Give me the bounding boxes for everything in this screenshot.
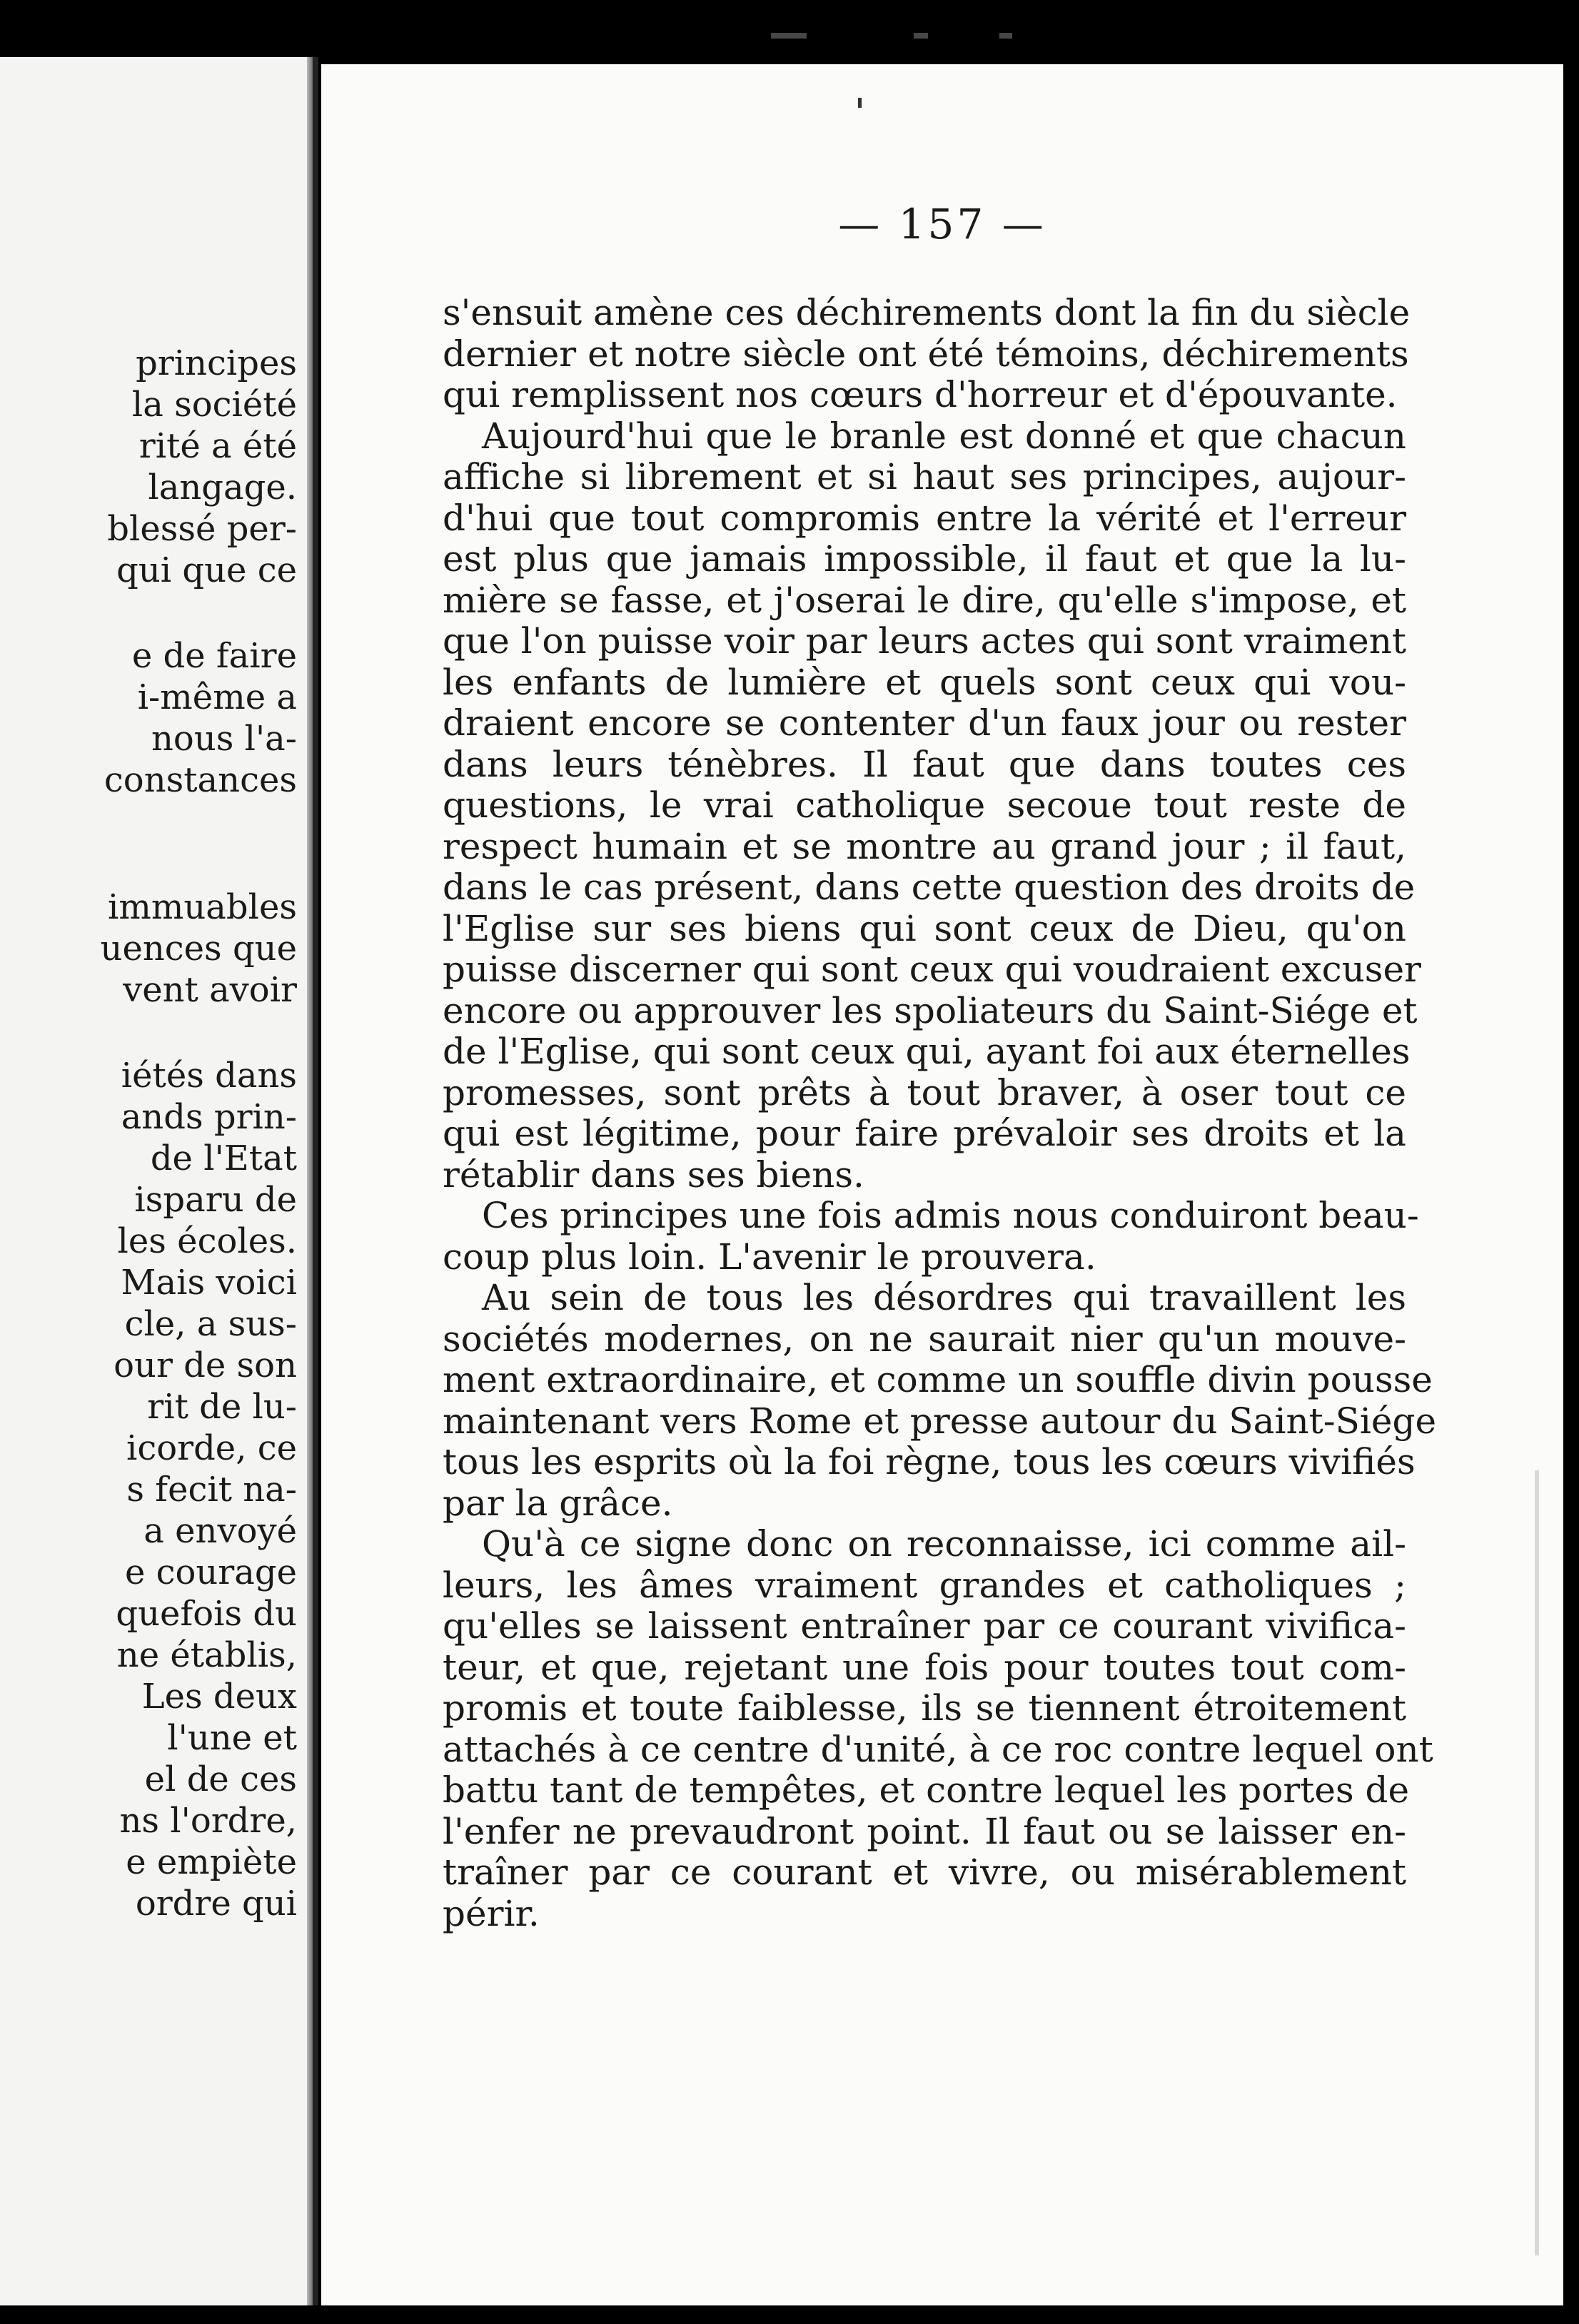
text-line: teur, et que, rejetant une fois pour toutes tout com- [443,1646,1406,1688]
left-page-fragment: e empiète [126,1842,297,1882]
text-line: l'enfer ne prevaudront point. Il faut ou se laisser en- [443,1810,1406,1852]
text-line: encore ou approuver les spoliateurs du Saint-Siége et [443,989,1418,1031]
left-page-fragment: l'une et [167,1718,297,1758]
left-page-fragment: rité a été [138,426,297,466]
text-line: Qu'à ce signe donc on reconnaisse, ici comme ail- [482,1523,1406,1565]
left-page-fragment: les écoles. [117,1221,297,1261]
left-page-fragment: a envoyé [143,1511,297,1551]
left-page-fragment: ne établis, [116,1635,297,1675]
text-line: qu'elles se laissent entraîner par ce courant vivifica- [443,1605,1406,1647]
top-edge-marks [771,33,1028,47]
text-line: puisse discerner qui sont ceux qui voudraient excuser [443,949,1421,990]
text-line: qui remplissent nos cœurs d'horreur et d'épouvante. [443,374,1398,415]
text-line: questions, le vrai catholique secoue tout reste de [443,784,1406,826]
left-page-fragment: our de son [113,1345,297,1385]
left-page-fragment: ordre qui [135,1884,297,1924]
left-page-fragment: rit de lu- [147,1387,297,1427]
text-line: les enfants de lumière et quels sont ceux qui vou- [443,661,1406,703]
left-page-fragment: e de faire [131,636,297,676]
text-line: promis et toute faiblesse, ils se tiennent étroitement [443,1687,1406,1729]
text-line: dans leurs ténèbres. Il faut que dans toutes ces [443,743,1406,785]
text-line: mière se fasse, et j'oserai le dire, qu'elle s'impose, et [443,579,1406,621]
text-line: leurs, les âmes vraiment grandes et catholiques ; [443,1564,1406,1606]
left-page-fragment: vent avoir [123,970,297,1010]
left-page-fragment: s fecit na- [126,1470,297,1510]
text-line: coup plus loin. L'avenir le prouvera. [443,1236,1096,1278]
text-line: par la grâce. [443,1482,673,1524]
left-page-fragment: isparu de [134,1180,297,1220]
text-line: maintenant vers Rome et presse autour du Saint-Siége [443,1400,1437,1442]
left-page-fragment: blessé per- [107,509,297,549]
text-line: d'hui que tout compromis entre la vérité et l'erreur [443,497,1406,539]
left-page-fragment: constances [104,760,297,800]
left-page-fragment: icorde, ce [126,1428,297,1468]
text-line: traîner par ce courant et vivre, ou misérablement [443,1851,1406,1893]
left-page [0,57,307,2305]
text-line: attachés à ce centre d'unité, à ce roc contre lequel ont [443,1728,1433,1770]
text-line: périr. [443,1892,540,1934]
left-page-fragment: el de ces [144,1759,297,1799]
page-mark [858,98,862,108]
left-page-fragment: quefois du [116,1594,297,1634]
left-page-fragment: principes [136,343,297,383]
left-page-fragment: immuables [107,887,297,927]
text-line: draient encore se contenter d'un faux jour ou rester [443,702,1406,744]
left-page-fragment: ands prin- [121,1097,297,1137]
left-page-fragment: nous l'a- [151,719,297,759]
left-page-fragment: Les deux [141,1677,297,1717]
text-line: l'Eglise sur ses biens qui sont ceux de Dieu, qu'on [443,907,1406,949]
text-line: affiche si librement et si haut ses principes, aujour- [443,456,1406,497]
left-page-fragment: la société [131,385,297,425]
text-line: s'ensuit amène ces déchirements dont la fin du siècle [443,292,1411,333]
left-page-fragment: iétés dans [121,1056,297,1096]
body-text [443,292,1437,1934]
left-page-fragment: Mais voici [121,1263,297,1303]
text-line: respect humain et se montre au grand jour ; il faut, [443,825,1406,867]
text-line: rétablir dans ses biens. [443,1153,864,1196]
text-line: promesses, sont prêts à tout braver, à oser tout ce [443,1071,1406,1113]
left-page-fragment: cle, a sus- [124,1304,297,1344]
text-line: Au sein de tous les désordres qui travaillent les [482,1277,1406,1318]
left-page-fragment: e courage [124,1552,297,1592]
text-line: qui est légitime, pour faire prévaloir ses droits et la [443,1113,1406,1154]
page-number: — 157 — [838,200,1046,248]
binding-line [313,57,318,2305]
left-page-fragment: qui que ce [116,550,297,590]
text-line: de l'Eglise, qui sont ceux qui, ayant foi aux éternelles [443,1031,1411,1072]
left-page-fragment: de l'Etat [150,1138,297,1178]
left-page-fragment: langage. [148,468,297,507]
text-line: est plus que jamais impossible, il faut et que la lu- [443,538,1406,580]
left-page-fragment: uences que [100,929,297,969]
right-page [321,64,1563,2305]
left-page-fragment: i-même a [137,677,297,717]
text-line: Aujourd'hui que le branle est donné et que chacun [482,415,1406,457]
left-page-fragment: ns l'ordre, [119,1801,297,1841]
text-line: dernier et notre siècle ont été témoins, déchirements [443,333,1409,375]
text-line: tous les esprits où la foi règne, tous les cœurs vivifiés [443,1441,1416,1482]
text-line: que l'on puisse voir par leurs actes qui sont vraiment [443,620,1406,662]
text-line: dans le cas présent, dans cette question des droits de [443,867,1416,908]
text-line: battu tant de tempêtes, et contre lequel les portes de [443,1769,1410,1811]
text-line: Ces principes une fois admis nous conduiront beau- [482,1195,1419,1236]
text-line: sociétés modernes, on ne saurait nier qu'un mouve- [443,1318,1406,1360]
text-line: ment extraordinaire, et comme un souffle divin pousse [443,1359,1433,1400]
page-edge [1535,1470,1539,2255]
